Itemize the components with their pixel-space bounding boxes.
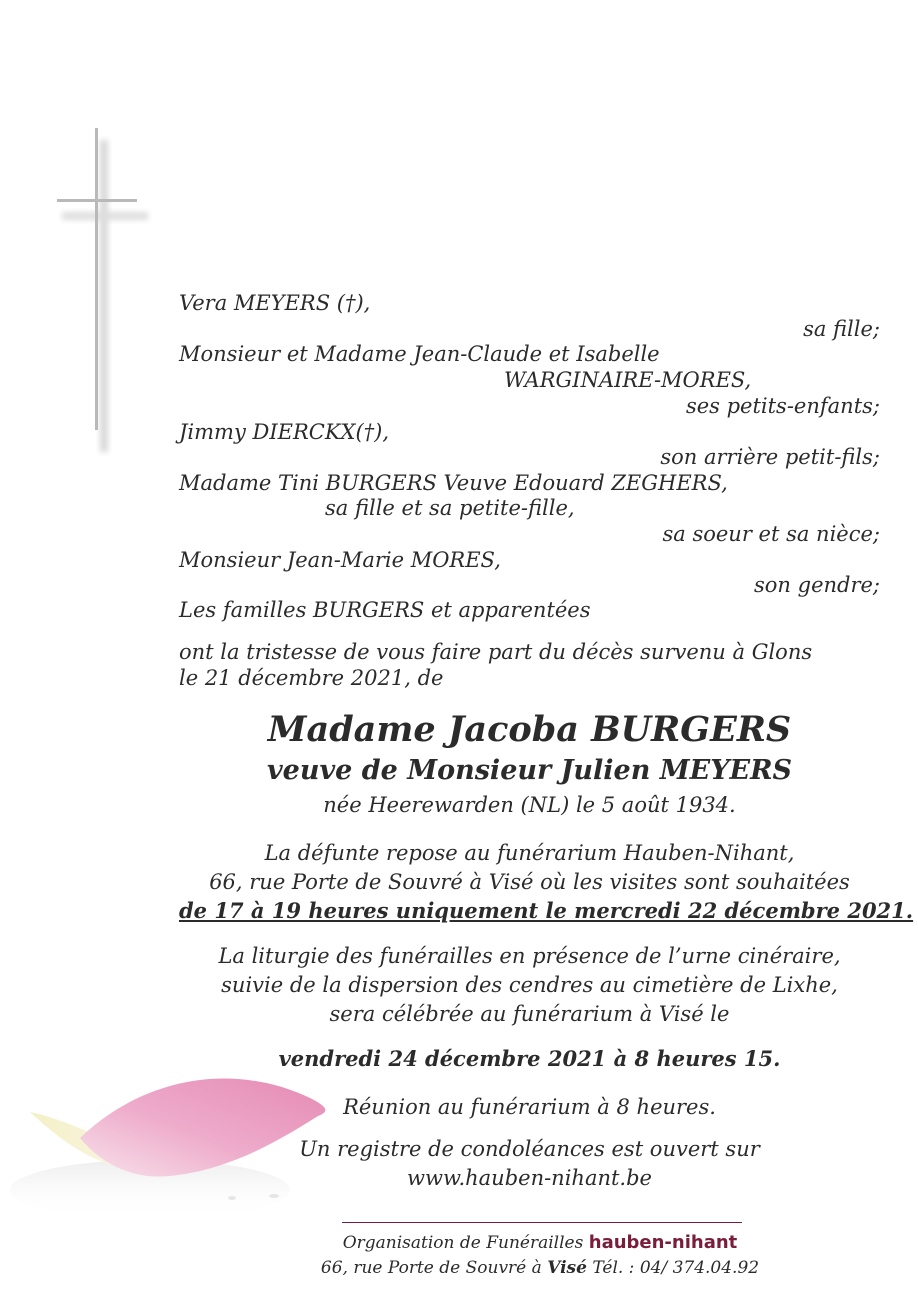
footer-address-line bbox=[280, 1258, 800, 1278]
visit-line-2: 66, rue Porte de Souvré à Visé où les visites sont souhaitées bbox=[209, 870, 850, 894]
deceased-name: Madame Jacoba BURGERS bbox=[267, 709, 792, 750]
liturgy-line-3: sera célébrée au funérarium à Visé le bbox=[329, 1002, 730, 1026]
footer-org: Organisation de Funérailles bbox=[342, 1233, 584, 1253]
family-role-2: ses petits-enfants; bbox=[685, 394, 880, 418]
family-line-5: Monsieur Jean-Marie MORES, bbox=[179, 548, 501, 572]
deceased-widow: veuve de Monsieur Julien MEYERS bbox=[266, 755, 793, 786]
footer-brand: hauben-nihant bbox=[588, 1232, 738, 1253]
visit-line-3: de 17 à 19 heures uniquement le mercredi 22 décembre 2021. bbox=[179, 898, 914, 923]
deceased-born: née Heerewarden (NL) le 5 août 1934. bbox=[323, 793, 736, 817]
family-line-4b: sa fille et sa petite-fille, bbox=[325, 496, 575, 520]
family-role-4: sa soeur et sa nièce; bbox=[662, 522, 880, 546]
family-role-1: sa fille; bbox=[803, 317, 880, 341]
family-line-2: Monsieur et Madame Jean-Claude et Isabelle bbox=[179, 342, 660, 366]
footer-city: Visé bbox=[547, 1258, 587, 1278]
family-line-3: Jimmy DIERCKX(†), bbox=[179, 420, 390, 444]
registry-url: www.hauben-nihant.be bbox=[407, 1166, 652, 1190]
footer-address: 66, rue Porte de Souvré à bbox=[320, 1258, 542, 1278]
announce-line-2: le 21 décembre 2021, de bbox=[179, 666, 444, 690]
liturgy-line-2: suivie de la dispersion des cendres au cimetière de Lixhe, bbox=[221, 973, 838, 997]
registry-line: Un registre de condoléances est ouvert sur bbox=[299, 1137, 760, 1161]
family-line-1: Vera MEYERS (†), bbox=[179, 291, 371, 315]
meeting-line: Réunion au funérarium à 8 heures. bbox=[343, 1095, 716, 1119]
visit-line-1: La défunte repose au funérarium Hauben-Nihant, bbox=[264, 841, 795, 865]
family-role-5: son gendre; bbox=[754, 573, 880, 597]
liturgy-date: vendredi 24 décembre 2021 à 8 heures 15. bbox=[278, 1046, 781, 1071]
footer-org-line bbox=[280, 1232, 800, 1253]
footer-phone: Tél. : 04/ 374.04.92 bbox=[592, 1258, 760, 1278]
family-line-2b: WARGINAIRE-MORES, bbox=[504, 368, 752, 392]
petal-image bbox=[0, 1040, 340, 1260]
cross-icon bbox=[0, 0, 160, 460]
footer-divider bbox=[342, 1222, 742, 1223]
family-line-6: Les familles BURGERS et apparentées bbox=[179, 598, 591, 622]
liturgy-line-1: La liturgie des funérailles en présence de l’urne cinéraire, bbox=[218, 944, 841, 968]
announce-line-1: ont la tristesse de vous faire part du décès survenu à Glons bbox=[179, 640, 813, 664]
family-role-3: son arrière petit-fils; bbox=[660, 445, 880, 469]
family-line-4: Madame Tini BURGERS Veuve Edouard ZEGHERS, bbox=[179, 471, 728, 495]
